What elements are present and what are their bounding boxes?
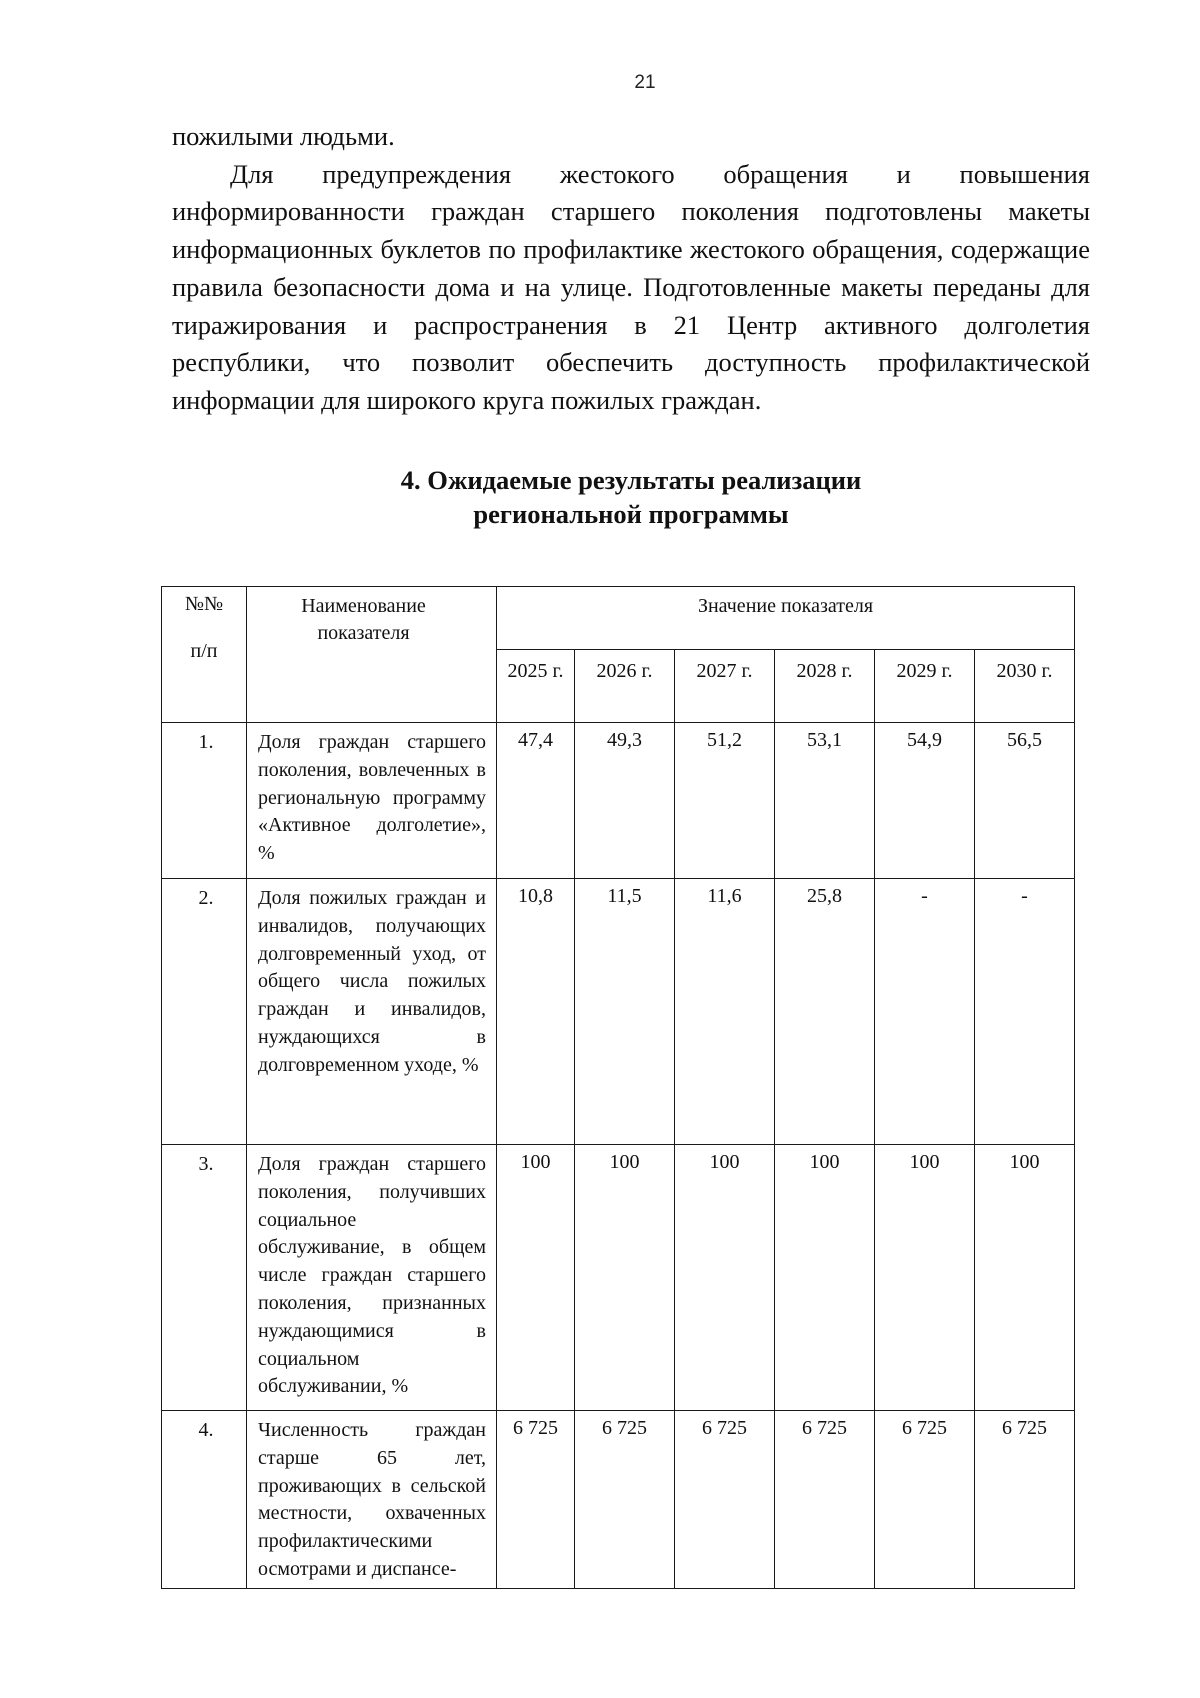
row-value: 47,4: [497, 723, 575, 879]
header-year: 2030 г.: [975, 650, 1075, 723]
row-number: 4.: [162, 1411, 247, 1589]
row-value: 53,1: [775, 723, 875, 879]
header-year: 2027 г.: [675, 650, 775, 723]
table-header-row: [162, 587, 1075, 650]
page-number: 21: [634, 72, 656, 93]
paragraph-continuation: пожилыми людьми.: [172, 121, 395, 151]
section-heading-line-2: региональной программы: [473, 499, 789, 529]
paragraph-booklets: Для предупреждения жестокого обращения и повышения информированности граждан старшего поколения подготовлены макеты информационных буклетов по профилактике жестокого обращения, содержащие правила безопасности дома и на улице. Подготовленные макеты переданы для тиражирования и распространения в 21 Центр активного долголетия республики, что позволит обеспечить доступность профилактической информации для широкого круга пожилых граждан.: [172, 158, 1090, 415]
row-number: 1.: [162, 723, 247, 879]
header-indicator-name: Наименование показателя: [247, 587, 497, 723]
table-row: [162, 879, 1075, 1145]
row-value: 6 725: [497, 1411, 575, 1589]
row-value: 100: [575, 1145, 675, 1411]
row-value: 100: [975, 1145, 1075, 1411]
row-value: 54,9: [875, 723, 975, 879]
header-indicator-value: Значение показателя: [497, 587, 1075, 650]
row-value: 100: [875, 1145, 975, 1411]
row-value: 6 725: [875, 1411, 975, 1589]
section-heading: [172, 463, 1090, 531]
header-year: 2028 г.: [775, 650, 875, 723]
row-value: 6 725: [975, 1411, 1075, 1589]
row-value: 6 725: [575, 1411, 675, 1589]
row-value: 51,2: [675, 723, 775, 879]
header-year: 2029 г.: [875, 650, 975, 723]
row-value: 6 725: [775, 1411, 875, 1589]
row-indicator-name: Доля пожилых граждан и инвалидов, получающих долговременный уход, от общего числа пожилых граждан и инвалидов, нуждающихся в долговременном уходе, %: [247, 879, 497, 1145]
header-year: 2025 г.: [497, 650, 575, 723]
indicators-table: [161, 586, 1075, 1589]
table-row: [162, 1145, 1075, 1411]
row-number: 2.: [162, 879, 247, 1145]
header-number-sub: п/п: [190, 640, 218, 662]
row-value: 11,5: [575, 879, 675, 1145]
row-indicator-name: Доля граждан старшего поколения, получивших социальное обслуживание, в общем числе граждан старшего поколения, признанных нуждающимися в социальном обслуживании, %: [247, 1145, 497, 1411]
row-value: 25,8: [775, 879, 875, 1145]
row-value: 56,5: [975, 723, 1075, 879]
row-number: 3.: [162, 1145, 247, 1411]
row-indicator-name: Численность граждан старше 65 лет, проживающих в сельской местности, охваченных профилактическими осмотрами и диспансе-: [247, 1411, 497, 1589]
row-value: 11,6: [675, 879, 775, 1145]
row-value: 100: [675, 1145, 775, 1411]
header-number: [162, 587, 247, 723]
body-text: [172, 118, 1090, 420]
row-indicator-name: Доля граждан старшего поколения, вовлеченных в региональную программу «Активное долголетие», %: [247, 723, 497, 879]
row-value: 10,8: [497, 879, 575, 1145]
row-value: -: [875, 879, 975, 1145]
row-value: -: [975, 879, 1075, 1145]
row-value: 100: [775, 1145, 875, 1411]
table-row: [162, 1411, 1075, 1589]
row-value: 100: [497, 1145, 575, 1411]
section-heading-line-1: 4. Ожидаемые результаты реализации: [400, 465, 862, 495]
header-number-label: №№: [184, 593, 224, 615]
row-value: 6 725: [675, 1411, 775, 1589]
row-value: 49,3: [575, 723, 675, 879]
header-year: 2026 г.: [575, 650, 675, 723]
table-row: [162, 723, 1075, 879]
